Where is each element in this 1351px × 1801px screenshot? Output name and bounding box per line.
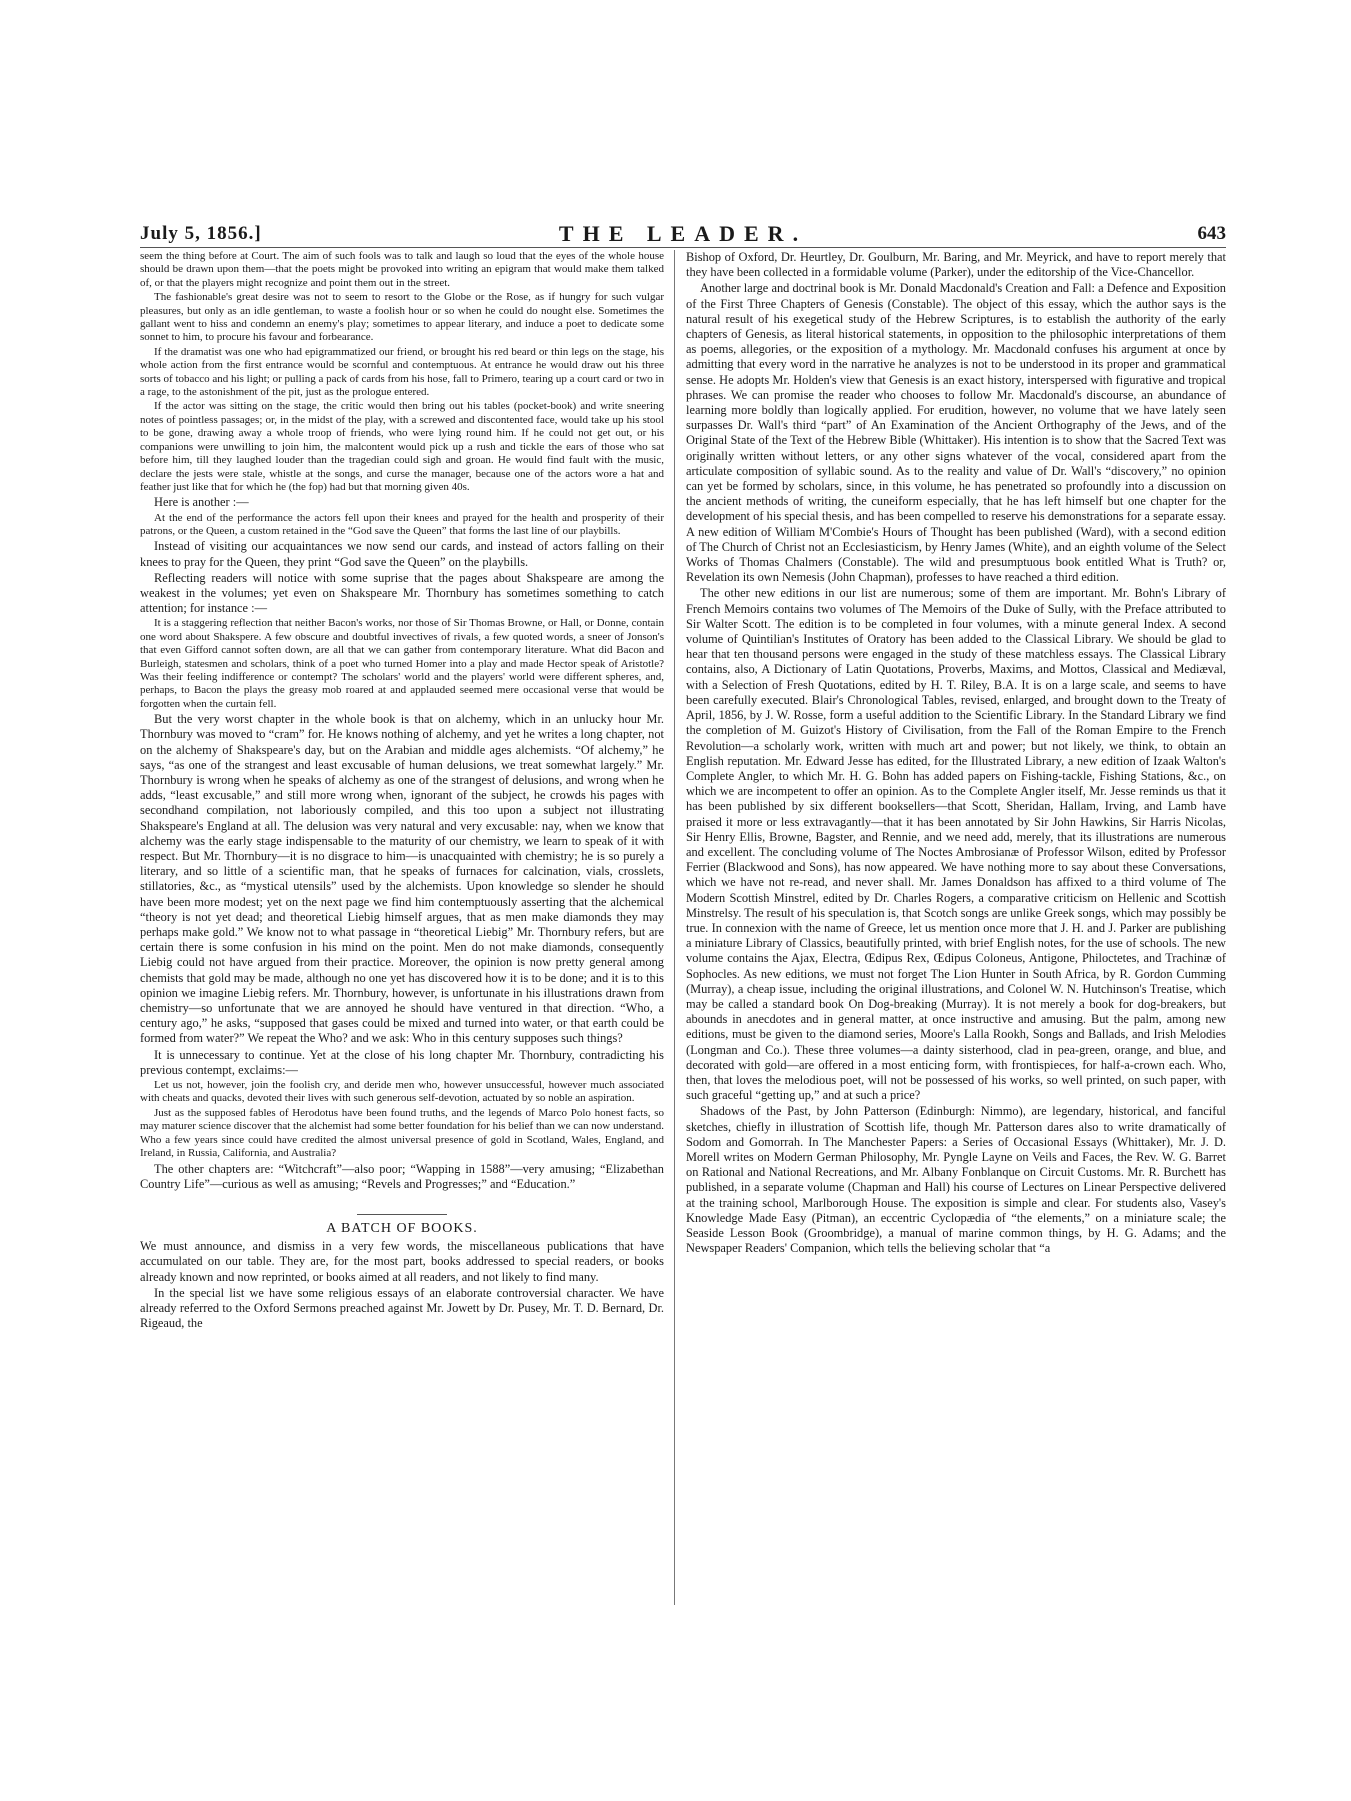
header-rule [140,247,1226,248]
section-body [140,1239,664,1331]
article-paragraph: Shadows of the Past, by John Patterson (Edinburgh: Nimmo), are legendary, historical, and fanciful sketches, chiefly in illustration of Scottish life, though Mr. Patterson dares also to write dramatically of Sodom and Gomorrah. In The Manchester Papers: a Series of Occasional Essays (Whittaker), Mr. J. D. Morell writes on Modern German Philosophy, Mr. Pyngle Layne on Veils and Faces, the Rev. W. G. Barret on Rational and National Recreations, and Mr. Albany Fonblanque on Circuit Customs. Mr. R. Burchett has published, in a separate volume (Chapman and Hall) his course of Lectures on Linear Perspective delivered at the training school, Marlborough House. The exposition is simple and clear. For students also, Vasey's Knowledge Made Easy (Pitman), an eccentric Cyclopædia of “the elements,” on a miniature scale; the Seaside Lesson Book (Groombridge), a manual of marine common things, by H. G. Adams; and the Newspaper Readers' Companion, which tells the believing scholar that “a [686,1104,1226,1256]
masthead-title: THE LEADER. [558,221,808,246]
issue-date: July 5, 1856.] [140,223,262,244]
right-column-body [686,250,1226,1256]
page-number: 643 [1197,223,1226,244]
section-heading: A BATCH OF BOOKS. [326,1220,478,1236]
article-paragraph: The other new editions in our list are numerous; some of them are important. Mr. Bohn's Library of French Memoirs contains two volumes of The Memoirs of the Duke of Sully, with the Preface attributed to Sir Walter Scott. The edition is to be completed in four volumes, with a minute general Index. A second volume of Quintilian's Institutes of Oratory has been added to the Classical Library. We should be glad to hear that ten thousand persons were engaged in the study of these matchless essays. The Classical Library contains, also, A Dictionary of Latin Quotations, Proverbs, Maxims, and Mottos, Classical and Mediæval, with a Selection of Fresh Quotations, edited by H. T. Riley, B.A. It is on a large scale, and seems to have been carefully executed. Blair's Chronological Tables, revised, enlarged, and brought down to the Treaty of April, 1856, by J. W. Rosse, form a useful addition to the Scientific Library. In the Standard Library we find the completion of M. Guizot's History of Civilisation, from the Fall of the Roman Empire to the French Revolution—a scholarly work, written with much art and power; but not likely, we think, to obtain an English reputation. Mr. Edward Jesse has edited, for the Illustrated Library, a new edition of Izaak Walton's Complete Angler, to which Mr. H. G. Bohn has added papers on Fishing-tackle, Fishing Stations, &c., on which we are incompetent to offer an opinion. As to the Complete Angler itself, Mr. Jesse reminds us that it has been published by six different booksellers—that Scott, Sheridan, Hallam, Irving, and Lamb have praised it more or less extravagantly—that it has been annotated by Sir John Hawkins, Sir Harris Nicolas, Sir Henry Ellis, Browne, Bagster, and Rennie, and we need add, merely, that its illustrations are numerous and excellent. The concluding volume of The Noctes Ambrosianæ of Professor Wilson, edited by Professor Ferrier (Blackwood and Sons), has now appeared. We have nothing more to say about these Conversations, which we have not re-read, and never shall. Mr. James Donaldson has affixed to a third volume of The Modern Scottish Minstrel, edited by Dr. Charles Rogers, a comparative criticism on Hellenic and Scottish Minstrelsy. The result of his speculation is, that Scotch songs are unlike Greek songs, which may possibly be true. In connexion with the name of Greece, let us mention once more that J. H. and J. Parker are publishing a miniature Library of Classics, beautifully printed, with brief English notes, for the use of schools. The new volume contains the Ajax, Electra, Œdipus Rex, Œdipus Coloneus, Antigone, Philoctetes, and Trachinæ of Sophocles. As new editions, we must not forget The Lion Hunter in South Africa, by R. Gordon Cumming (Murray), a cheap issue, including the original illustrations, and Colonel W. N. Hutchinson's Treatise, which may be called a standard book On Dog-breaking (Murray). It is not merely a book for dog-breakers, but abounds in anecdotes and in general matter, at once instructive and amusing. But the palm, among new editions, must be given to the diamond series, Moore's Lalla Rookh, Songs and Ballads, and Irish Melodies (Longman and Co.). These three volumes—a dainty sisterhood, clad in pea-green, orange, and blue, and decorated with gold—are offered in a most enticing form, with frontispieces, for half-a-crown each. Who, then, that loves the melodious poet, will not be possessed of his works, so well printed, on such paper, with such graceful “getting up,” and at such a price? [686,586,1226,1103]
article-paragraph: But the very worst chapter in the whole book is that on alchemy, which in an unlucky hour Mr. Thornbury was moved to “cram” for. He knows nothing of alchemy, and yet he writes a long chapter, not on the alchemy of Shakspeare's day, but on the Arabian and middle ages alchemists. “Of alchemy,” he says, “as one of the strangest and least excusable of human delusions, we treat somewhat largely.” Mr. Thornbury is wrong when he speaks of alchemy as one of the strangest of delusions, and wrong when he adds, “least excusable,” and still more wrong when, ignorant of the subject, he crowds his pages with secondhand compilation, not laboriously compiled, and this too upon a subject not illustrating Shakspeare's England at all. The delusion was very natural and very excusable: nay, when we know that alchemy was the early stage indispensable to the maturity of our chemistry, we learn to speak of it with respect. But Mr. Thornbury—it is no disgrace to him—is unacquainted with chemistry; he is so purely a literary, and so little of a scientific man, that he speaks of furnaces for calcination, vials, crosslets, stillatories, &c., as “mystical utensils” used by the alchemists. Upon knowledge so slender he should have been more modest; yet on the next page we find him contemptuously asserting that the alchemical “theory is not yet dead; and theoretical Liebig himself argues, that as men make diamonds they may perhaps make gold.” We know not to what passage in “theoretical Liebig” Mr. Thornbury refers, but are certain there is some confusion in his mind on the point. Men do not make diamonds, consequently Liebig could not have argued from their practice. Moreover, the opinion is now pretty general among chemists that gold may be made, although no one yet has discovered how it is to be done; and it is to this opinion we imagine Liebig refers. Mr. Thornbury, however, is unfortunate in his illustrations drawn from chemistry—so unfortunate that we are annoyed he should have ventured in that direction. “Who, a century ago,” he asks, “supposed that gases could be mixed and turned into water, or that earth could be formed from water?” We repeat the Who? and we ask: Who in this century supposes such things? [140,712,664,1046]
article-paragraph: Instead of visiting our acquaintances we now send our cards, and instead of actors falling on their knees to pray for the Queen, they print “God save the Queen” on the playbills. [140,539,664,569]
quoted-paragraph: At the end of the performance the actors fell upon their knees and prayed for the health and prosperity of their patrons, or the Queen, a custom retained in the “God save the Queen” that forms the last line of our playbills. [140,511,664,537]
quoted-paragraph: If the actor was sitting on the stage, the critic would then bring out his tables (pocket-book) and write sneering notes of pointless passages; or, in the midst of the play, with a screwed and discontented face, would take up his stool to be gone, drawing away a whole troop of friends, who were lying round him. If he could not get out, or his companions were unwilling to join him, the malcontent would pick up a rush and tickle the ears of those who sat before him, till they laughed louder than the tragedian could sigh and groan. He would find fault with the music, declare the jests were stale, whistle at the songs, and curse the manager, because one of the actors wore a hat and feather just like that for which he (the fop) had but that morning given 40s. [140,400,664,493]
article-paragraph: Bishop of Oxford, Dr. Heurtley, Dr. Goulburn, Mr. Baring, and Mr. Meyrick, and have to report merely that they have been collected in a formidable volume (Parker), under the editorship of the Vice-Chancellor. [686,250,1226,280]
quoted-paragraph: If the dramatist was one who had epigrammatized our friend, or brought his red beard or thin legs on the stage, his whole action from the first entrance would be scornful and contemptuous. At entrance he would draw out his three sorts of tobacco and his light; or pulling a pack of cards from his hose, fall to Primero, tearing up a court card or two in a rage, to the astonishment of the pit, just as the prologue entered. [140,345,664,399]
article-paragraph: It is unnecessary to continue. Yet at the close of his long chapter Mr. Thornbury, contradicting his previous contempt, exclaims:— [140,1047,664,1077]
quoted-paragraph: Just as the supposed fables of Herodotus have been found truths, and the legends of Marco Polo honest facts, so may maturer science discover that the alchemist had some better foundation for his belief than we can now understand. Who a few years since could have credited the almost universal presence of gold in Scotland, Wales, England, and Ireland, in Russia, California, and Australia? [140,1106,664,1160]
quoted-paragraph: Let us not, however, join the foolish cry, and deride men who, however unsuccessful, however much associated with cheats and quacks, devoted their lives with such generous self-devotion, actuated by so noble an aspiration. [140,1079,664,1105]
section-divider [357,1214,447,1215]
article-paragraph: In the special list we have some religious essays of an elaborate controversial character. We have already referred to the Oxford Sermons preached against Mr. Jowett by Dr. Pusey, Mr. T. D. Bernard, Dr. Rigeaud, the [140,1285,664,1331]
article-paragraph: Reflecting readers will notice with some suprise that the pages about Shakspeare are among the weakest in the volumes; yet even on Shakspeare Mr. Thornbury has sometimes something to catch attention; for instance :— [140,570,664,616]
article-paragraph: The other chapters are: “Witchcraft”—also poor; “Wapping in 1588”—very amusing; “Elizabethan Country Life”—curious as well as amusing; “Revels and Progresses;” and “Education.” [140,1161,664,1191]
article-paragraph: We must announce, and dismiss in a very few words, the miscellaneous publications that have accumulated on our table. They are, for the most part, books addressed to special readers, or books already known and now reprinted, or books aimed at all readers, and not likely to find many. [140,1239,664,1284]
article-paragraph: Another large and doctrinal book is Mr. Donald Macdonald's Creation and Fall: a Defence and Exposition of the First Three Chapters of Genesis (Constable). The object of this essay, which the author says is the natural result of his exegetical study of the Hebrew Scriptures, is to establish the authority of the early chapters of Genesis, as literal historical statements, in opposition to the philosophic interpretations of them as poems, allegories, or the exposition of a mythology. Mr. Macdonald confuses his argument at once by admitting that every word in the narrative he analyzes is not to be understood in its proper and grammatical sense. He adopts Mr. Holden's view that Genesis is an exact history, interspersed with figurative and tropical phrases. We can promise the reader who chooses to follow Mr. Macdonald's discourse, an abundance of learning more boldly than logically applied. For erudition, however, no volume that we have lately seen surpasses Dr. Wall's third “part” of An Examination of the Ancient Orthography of the Jews, and of the Original State of the Text of the Hebrew Bible (Whittaker). His intention is to show that the Sacred Text was originally written without letters, or any other signs whatever of the vocal, considered apart from the articulate composition of syllabic sound. As to the reality and value of Dr. Wall's “discovery,” no opinion can yet be formed by scholars, since, in this volume, he has penetrated so profoundly into a discussion on the ancient methods of writing, the cuneiform especially, that he has left himself but one chapter for the development of his special thesis, and has been compelled to reserve his demonstrations for a separate essay. A new edition of William M'Combie's Hours of Thought has been published (Ward), with a second edition of The Church of Christ not an Ecclesiasticism, by Henry James (White), and an eighth volume of the Select Works of Thomas Chalmers (Constable). The wild and presumptuous book entitled What is Truth? or, Revelation its own Nemesis (John Chapman), professes to have reached a third edition. [686,281,1226,585]
article-paragraph: Here is another :— [154,495,249,510]
column-divider [674,250,675,1605]
quoted-paragraph: It is a staggering reflection that neither Bacon's works, nor those of Sir Thomas Browne, or Hall, or Donne, contain one word about Shakspere. A few obscure and doubtful invectives of rivals, a few quoted words, a sneer of Jonson's that even Gifford cannot soften down, are all that we can gather from contemporary literature. What did Bacon and Burleigh, statesmen and scholars, think of a poet who turned Homer into a play and made Hector speak of Aristotle? Was their feeling indifference or contempt? The scholars' world and the players' world were different spheres, and, perhaps, to Bacon the plays the greasy mob roared at and applauded seemed mere occasional verse that would be forgotten when the curtain fell. [140,617,664,710]
right-column [686,250,1226,1610]
quoted-paragraph: The fashionable's great desire was not to seem to resort to the Globe or the Rose, as if hungry for such vulgar pleasures, but only as an idle gentleman, to waste a foolish hour or so when he could do nought else. Sometimes the gallant went to hiss and condemn an enemy's play; sometimes to appear literary, and induce a poet to dedicate some sonnet to him, to procure his favour and forbearance. [140,291,664,344]
left-column-body [140,250,664,1192]
quoted-paragraph: seem the thing before at Court. The aim of such fools was to talk and laugh so loud that the eyes of the whole house should be drawn upon them—that the poets might be provoked into writing an epigram that would make them talked of, or that the players might recognize and point them out in the street. [140,250,664,289]
left-column [140,250,664,1610]
